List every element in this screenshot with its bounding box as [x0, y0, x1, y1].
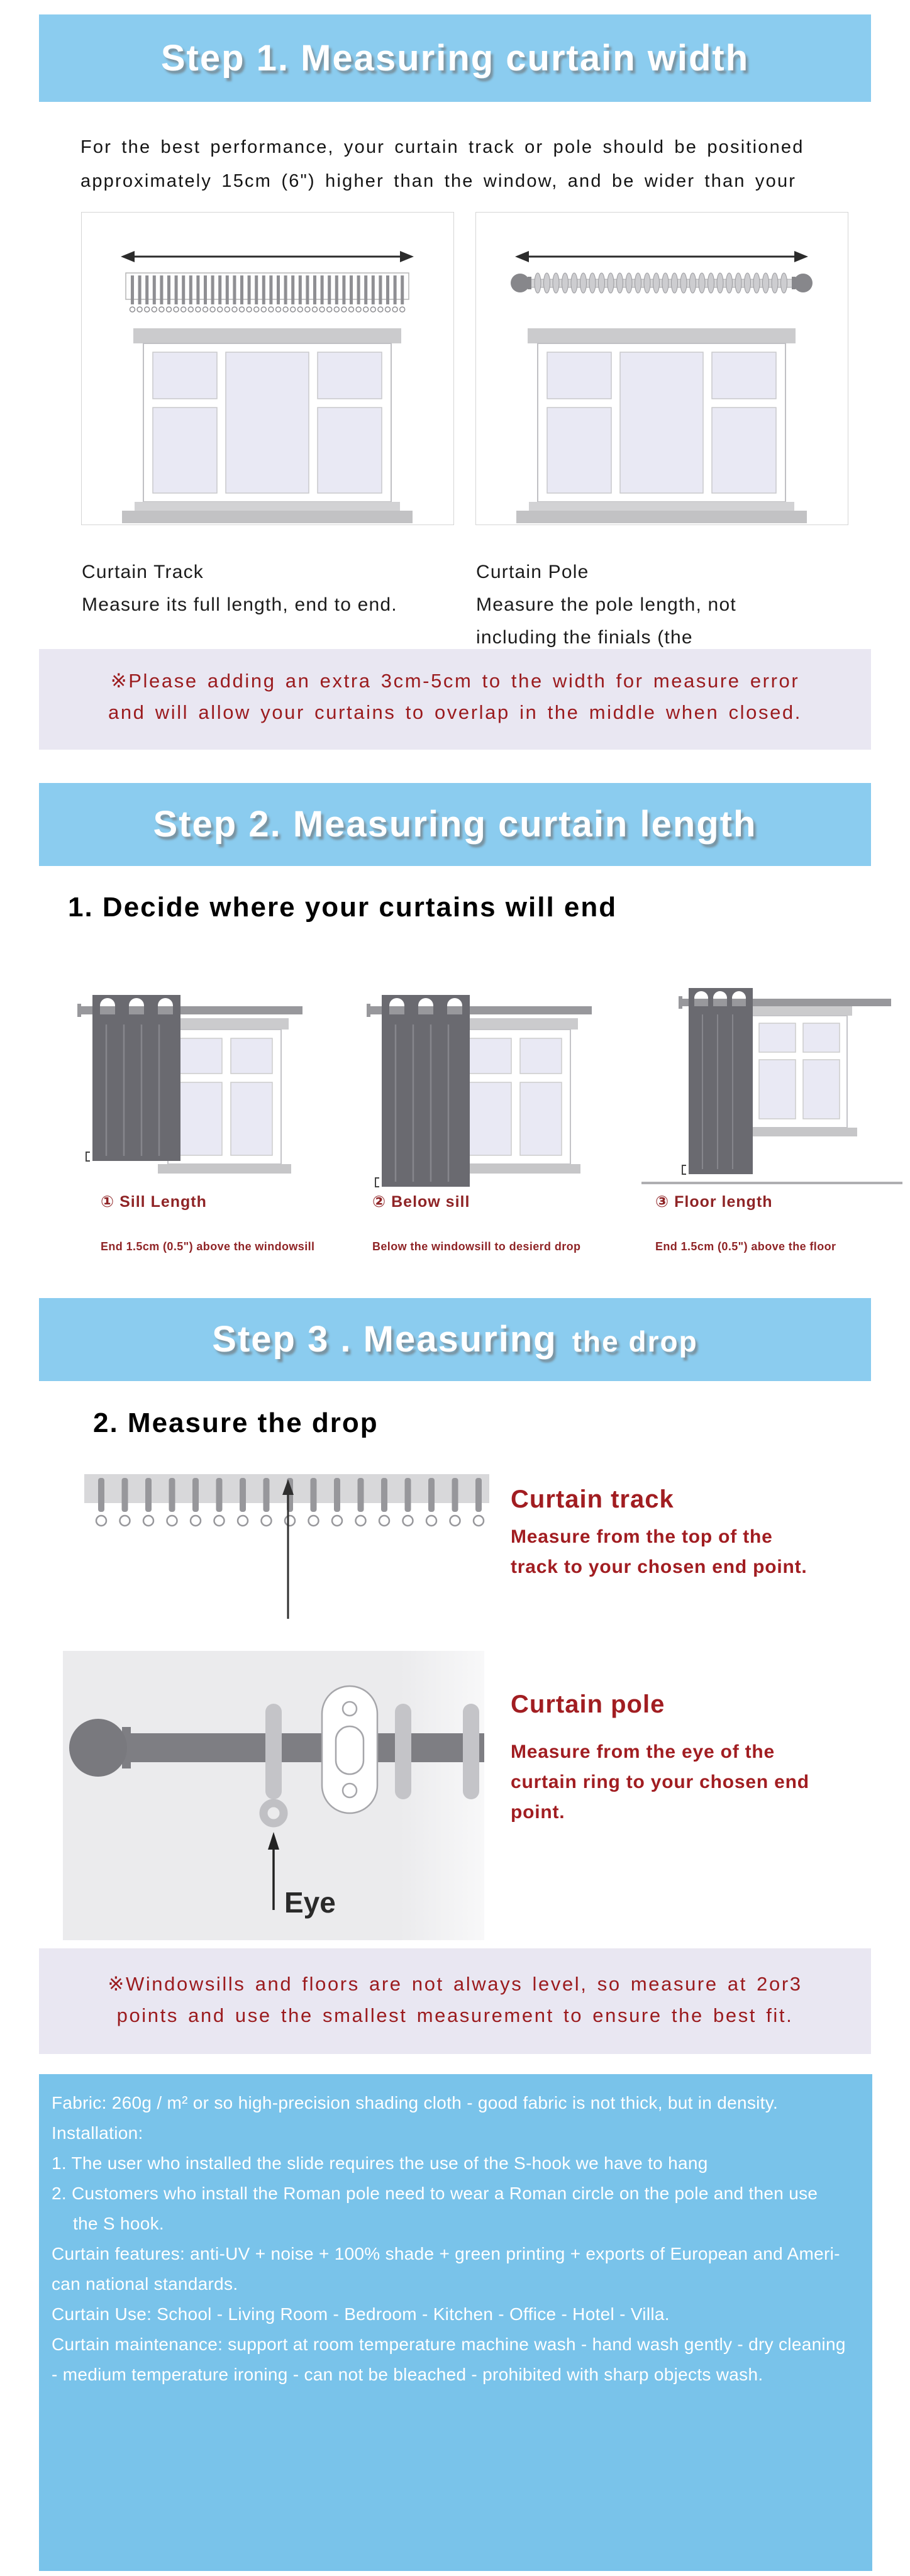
detail-maintenance: Curtain maintenance: support at room temperature machine wash - hand wash gently - dry cleaning [52, 2334, 846, 2354]
step3-banner-title: Step 3 . Measuring [212, 1319, 557, 1360]
eye-label: Eye [284, 1886, 336, 1919]
curtain-ring [265, 1704, 282, 1799]
detail-features: Curtain features: anti-UV + noise + 100% shade + green printing + exports of European and Ameri- [52, 2244, 840, 2263]
step3-heading: 2. Measure the drop [93, 1407, 379, 1438]
detail-install-2b: the S hook. [73, 2214, 164, 2233]
drop-note-banner [39, 1948, 871, 2054]
curtain-pole-window-figure [475, 212, 848, 525]
product-details-panel [39, 2074, 872, 2571]
curtain-track-window-figure [81, 212, 454, 525]
floor-length-figure [641, 978, 906, 1198]
pole-caption-line2: including the finials (the [476, 627, 693, 648]
pole-caption-title: Curtain Pole [476, 562, 589, 582]
detail-maintenance-2: - medium temperature ironing - can not be bleached - prohibited with sharp objects wash. [52, 2365, 763, 2384]
width-note-banner [39, 649, 871, 750]
curtain-pole-eye-illustration [63, 1651, 484, 1940]
detail-features-2: can national standards. [52, 2274, 238, 2294]
width-arrow-icon [121, 251, 414, 262]
pole-caption-line1: Measure the pole length, not [476, 594, 736, 615]
track-body-line2: track to your chosen end point. [511, 1557, 807, 1577]
grommets [100, 998, 173, 1014]
curtain-track-window-illustration [82, 213, 453, 525]
detail-installation: Installation: [52, 2123, 143, 2143]
intro-text-line1: For the best performance, your curtain track or pole should be positioned [80, 137, 804, 157]
track-caption-title: Curtain Track [82, 562, 204, 582]
option3-desc: End 1.5cm (0.5") above the floor [655, 1240, 836, 1253]
option2-desc: Below the windowsill to desierd drop [372, 1240, 581, 1253]
track-body-line1: Measure from the top of the [511, 1526, 773, 1547]
sill-length-illustration [72, 978, 324, 1195]
step2-banner-title: Step 2. Measuring curtain length [153, 804, 757, 845]
drop-note-line1: ※Windowsills and floors are not always level, so measure at 2or3 [108, 1973, 802, 1995]
detail-install-1: 1. The user who installed the slide requires the use of the S-hook we have to hang [52, 2153, 708, 2173]
width-note-line2: and will allow your curtains to overlap in the middle when closed. [108, 701, 802, 723]
floor-length-illustration [641, 978, 906, 1198]
below-sill-illustration [362, 978, 613, 1195]
track-title: Curtain track [511, 1485, 674, 1513]
detail-fabric: Fabric: 260g / m² or so high-precision shading cloth - good fabric is not thick, but in density. [52, 2093, 779, 2112]
step1-banner [39, 14, 871, 102]
detail-use: Curtain Use: School - Living Room - Bedroom - Kitchen - Office - Hotel - Villa. [52, 2304, 670, 2324]
curtain-pole-diagram [63, 1651, 484, 1940]
option2-label: ② Below sill [372, 1193, 470, 1211]
left-finial [511, 274, 530, 292]
option3-label: ③ Floor length [655, 1193, 773, 1211]
pole-body-line1: Measure from the eye of the [511, 1741, 775, 1762]
option1-label: ① Sill Length [101, 1193, 207, 1211]
grommets [694, 991, 746, 1006]
wall-bracket [322, 1686, 377, 1813]
window-graphic [122, 328, 413, 523]
sill-length-figure [72, 978, 324, 1195]
grommets [389, 998, 462, 1014]
pole-rod [130, 1733, 484, 1762]
floor-line [641, 1182, 902, 1184]
width-note-line1: ※Please adding an extra 3cm-5cm to the width for measure error [110, 670, 800, 692]
pole-title: Curtain pole [511, 1690, 665, 1718]
detail-install-2: 2. Customers who install the Roman pole need to wear a Roman circle on the pole and then use [52, 2184, 818, 2203]
step1-banner-title: Step 1. Measuring curtain width [160, 38, 750, 79]
right-finial [794, 274, 813, 292]
pole-body-line3: point. [511, 1802, 565, 1823]
below-sill-figure [362, 978, 613, 1195]
curtain-ring [395, 1704, 411, 1799]
step3-banner-subtitle: the drop [572, 1325, 698, 1358]
step2-heading: 1. Decide where your curtains will end [68, 892, 618, 923]
window-graphic [516, 328, 807, 523]
pole-body-line2: curtain ring to your chosen end [511, 1772, 809, 1792]
curtain-track-drop-illustration [82, 1465, 497, 1623]
drop-note-line2: points and use the smallest measurement to ensure the best fit. [116, 2004, 794, 2026]
width-arrow-icon [515, 251, 808, 262]
intro-text-line2: approximately 15cm (6") higher than the window, and be wider than your [80, 171, 797, 191]
curtain-pole-window-illustration [476, 213, 848, 525]
track-caption-body: Measure its full length, end to end. [82, 594, 397, 615]
finial-ball [69, 1719, 127, 1777]
curtain-track-diagram [82, 1465, 497, 1623]
step2-banner [39, 783, 871, 866]
step3-banner [39, 1298, 871, 1381]
option1-desc: End 1.5cm (0.5") above the windowsill [101, 1240, 315, 1253]
curtain-ring [463, 1704, 479, 1799]
curtain-panel [689, 1007, 753, 1174]
